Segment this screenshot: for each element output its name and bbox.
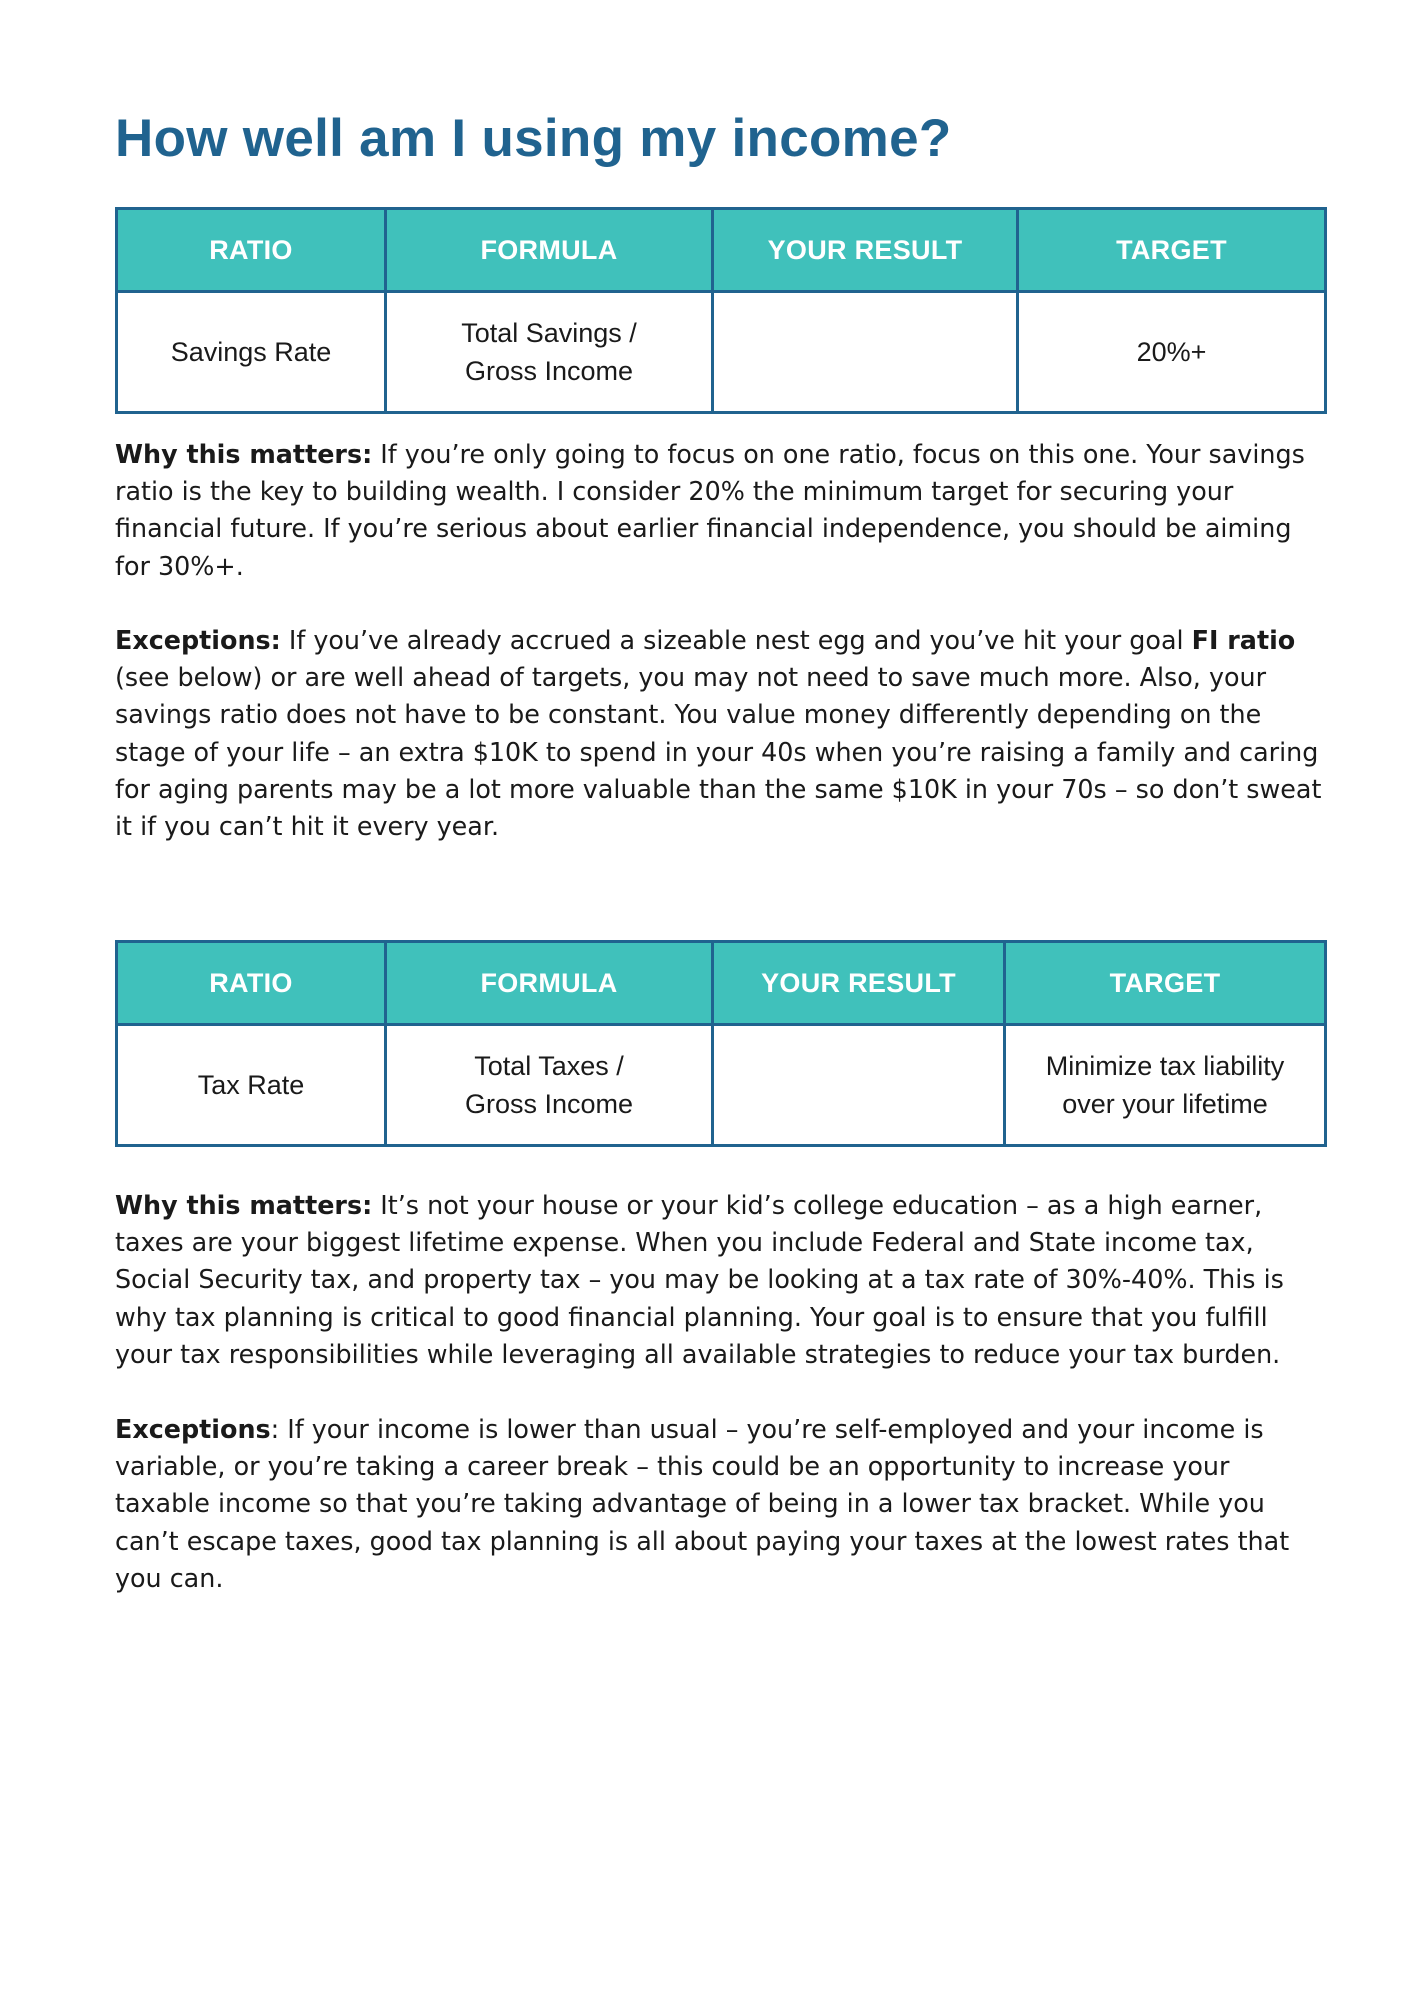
exceptions-label: Exceptions <box>115 1414 271 1444</box>
why-this-matters-savings <box>115 436 1327 585</box>
table-header-row <box>117 942 1326 1025</box>
table-header-row <box>117 209 1326 292</box>
header-target: TARGET <box>1005 942 1326 1025</box>
ratio-cell: Tax Rate <box>117 1025 386 1146</box>
formula-cell <box>386 292 713 413</box>
target-cell <box>1005 1025 1326 1146</box>
page-title: How well am I using my income? <box>115 109 952 168</box>
header-your-result: YOUR RESULT <box>713 209 1018 292</box>
why-label: Why this matters: <box>115 439 373 469</box>
target-line-1: Minimize tax liability <box>1045 1051 1285 1081</box>
exceptions-savings <box>115 622 1327 845</box>
target-cell <box>1018 292 1326 413</box>
why-text: It’s not your house or your kid’s college education – as a high earner, taxes are your biggest lifetime expense. When you include Federal and State income tax, Social Security tax, and property tax – you may be looking at a tax rate of 30%-40%. This is why tax planning is critical to good financial planning. Your goal is to ensure that you fulfill your tax responsibilities while leveraging all available strategies to reduce your tax burden. <box>115 1190 1284 1369</box>
formula-line-1: Total Taxes / <box>474 1051 624 1081</box>
formula-line-1: Total Savings / <box>461 318 637 348</box>
exceptions-label: Exceptions: <box>115 625 281 655</box>
target-line-2: over your lifetime <box>1062 1089 1268 1119</box>
why-label: Why this matters: <box>115 1190 373 1220</box>
formula-line-2: Gross Income <box>464 1089 634 1119</box>
header-your-result: YOUR RESULT <box>713 942 1005 1025</box>
formula-line-2: Gross Income <box>464 356 634 386</box>
exceptions-tax <box>115 1411 1327 1597</box>
exceptions-text-b: (see below) or are well ahead of targets, you may not need to save much more. Also, your savings ratio does not have to be constant. You value money differently depending on the stage of your life – an extra $10K to spend in your 40s when you’re raising a family and caring for aging parents may be a lot more valuable than the same $10K in your 70s – so don’t sweat it if you can’t hit it every year. <box>115 662 1322 842</box>
header-target: TARGET <box>1018 209 1326 292</box>
fi-ratio-term: FI ratio <box>1191 625 1296 655</box>
ratio-cell: Savings Rate <box>117 292 386 413</box>
why-this-matters-tax <box>115 1187 1327 1373</box>
tax-ratio-table <box>115 940 1327 1147</box>
exceptions-text-a: If you’ve already accrued a sizeable nest egg and you’ve hit your goal <box>280 625 1192 655</box>
your-result-cell[interactable] <box>713 292 1018 413</box>
exceptions-text: : If your income is lower than usual – you’re self-employed and your income is variable, or you’re taking a career break – this could be an opportunity to increase your taxable income so that you’re taking advantage of being in a lower tax bracket. While you can’t escape taxes, good tax planning is all about paying your taxes at the lowest rates that you can. <box>115 1414 1290 1593</box>
header-ratio: RATIO <box>117 209 386 292</box>
header-ratio: RATIO <box>117 942 386 1025</box>
your-result-cell[interactable] <box>713 1025 1005 1146</box>
table-row <box>117 1025 1326 1146</box>
target-line-1: 20%+ <box>1136 337 1207 367</box>
table-row <box>117 292 1326 413</box>
header-formula: FORMULA <box>386 209 713 292</box>
header-formula: FORMULA <box>386 942 713 1025</box>
why-text: If you’re only going to focus on one ratio, focus on this one. Your savings ratio is the key to building wealth. I consider 20% the minimum target for securing your financial future. If you’re serious about earlier financial independence, you should be aiming for 30%+. <box>115 439 1305 581</box>
formula-cell <box>386 1025 713 1146</box>
savings-ratio-table <box>115 207 1327 414</box>
